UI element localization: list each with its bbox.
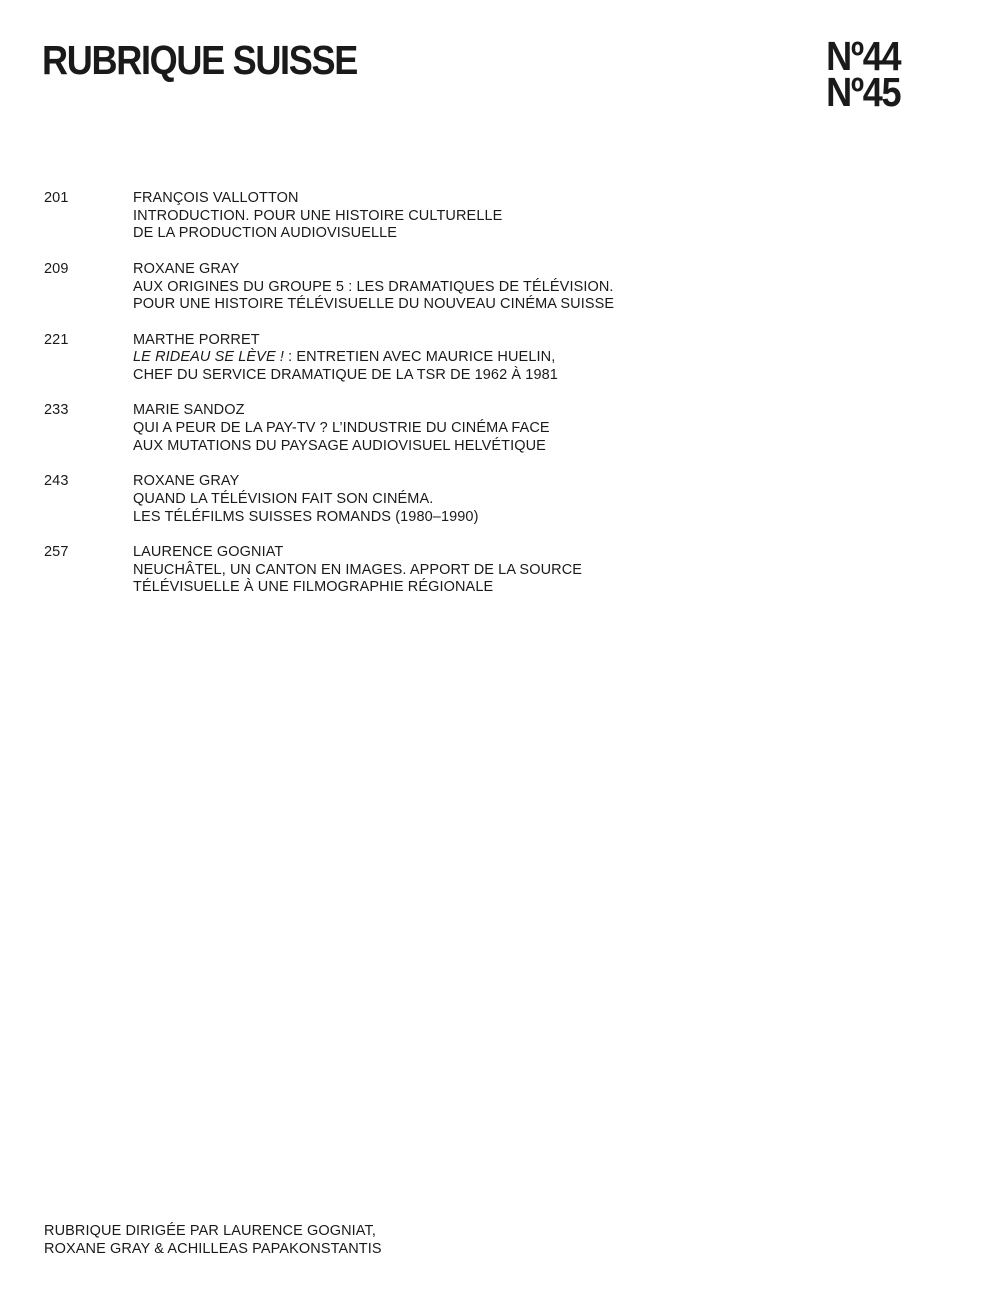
toc-entry-body <box>133 402 744 455</box>
toc-title-line: INTRODUCTION. POUR UNE HISTOIRE CULTURELLE <box>133 207 503 224</box>
issue-numbers <box>825 33 900 115</box>
toc-page-number: 221 <box>44 331 69 348</box>
toc-entry <box>44 332 744 385</box>
toc-title-line: POUR UNE HISTOIRE TÉLÉVISUELLE DU NOUVEAU CINÉMA SUISSE <box>133 296 615 313</box>
toc-title-line: LES TÉLÉFILMS SUISSES ROMANDS (1980–1990) <box>133 508 479 525</box>
toc-title-italic: LE RIDEAU SE LÈVE ! <box>133 349 284 366</box>
toc-title-line: AUX MUTATIONS DU PAYSAGE AUDIOVISUEL HELVÉTIQUE <box>133 437 546 454</box>
toc-title-line: QUI A PEUR DE LA PAY-TV ? L’INDUSTRIE DU CINÉMA FACE <box>133 420 550 437</box>
editors-credit <box>44 1223 382 1258</box>
toc-entry-body <box>133 261 744 314</box>
toc-title-line: TÉLÉVISUELLE À UNE FILMOGRAPHIE RÉGIONALE <box>133 579 494 596</box>
toc-entry-body <box>133 332 744 385</box>
issue-number: Nº44 <box>825 33 900 79</box>
toc-entry-body <box>133 190 744 243</box>
toc-entry <box>44 402 744 455</box>
toc-entry <box>44 190 744 243</box>
toc-entry <box>44 261 744 314</box>
toc-entry <box>44 473 744 526</box>
toc-author: MARTHE PORRET <box>133 331 260 348</box>
section-title: RUBRIQUE SUISSE <box>42 37 357 83</box>
toc-page-number: 243 <box>44 473 69 490</box>
toc-title-rest: : ENTRETIEN AVEC MAURICE HUELIN, <box>284 349 556 366</box>
toc-author: ROXANE GRAY <box>133 473 240 490</box>
toc-page-number: 233 <box>44 402 69 419</box>
toc-entry-body <box>133 473 744 526</box>
editors-credit-line: ROXANE GRAY & ACHILLEAS PAPAKONSTANTIS <box>44 1240 382 1257</box>
toc-page-number: 209 <box>44 260 69 277</box>
toc-author: ROXANE GRAY <box>133 260 240 277</box>
toc-title-line: CHEF DU SERVICE DRAMATIQUE DE LA TSR DE 1962 À 1981 <box>133 367 558 383</box>
toc-author: FRANÇOIS VALLOTTON <box>133 190 299 206</box>
toc-entry <box>44 544 744 597</box>
table-of-contents <box>44 190 744 615</box>
editors-credit-line: RUBRIQUE DIRIGÉE PAR LAURENCE GOGNIAT, <box>44 1223 376 1239</box>
toc-author: MARIE SANDOZ <box>133 402 245 419</box>
toc-title-line: NEUCHÂTEL, UN CANTON EN IMAGES. APPORT DE LA SOURCE <box>133 561 583 578</box>
toc-author: LAURENCE GOGNIAT <box>133 543 284 560</box>
toc-entry-body <box>133 544 744 597</box>
toc-title-line: AUX ORIGINES DU GROUPE 5 : LES DRAMATIQUES DE TÉLÉVISION. <box>133 278 614 295</box>
issue-number: Nº45 <box>825 69 900 115</box>
toc-title-line <box>133 349 744 367</box>
toc-page-number: 257 <box>44 543 69 560</box>
toc-page-number: 201 <box>44 190 69 206</box>
toc-title-line: QUAND LA TÉLÉVISION FAIT SON CINÉMA. <box>133 490 434 507</box>
toc-title-line: DE LA PRODUCTION AUDIOVISUELLE <box>133 225 398 242</box>
